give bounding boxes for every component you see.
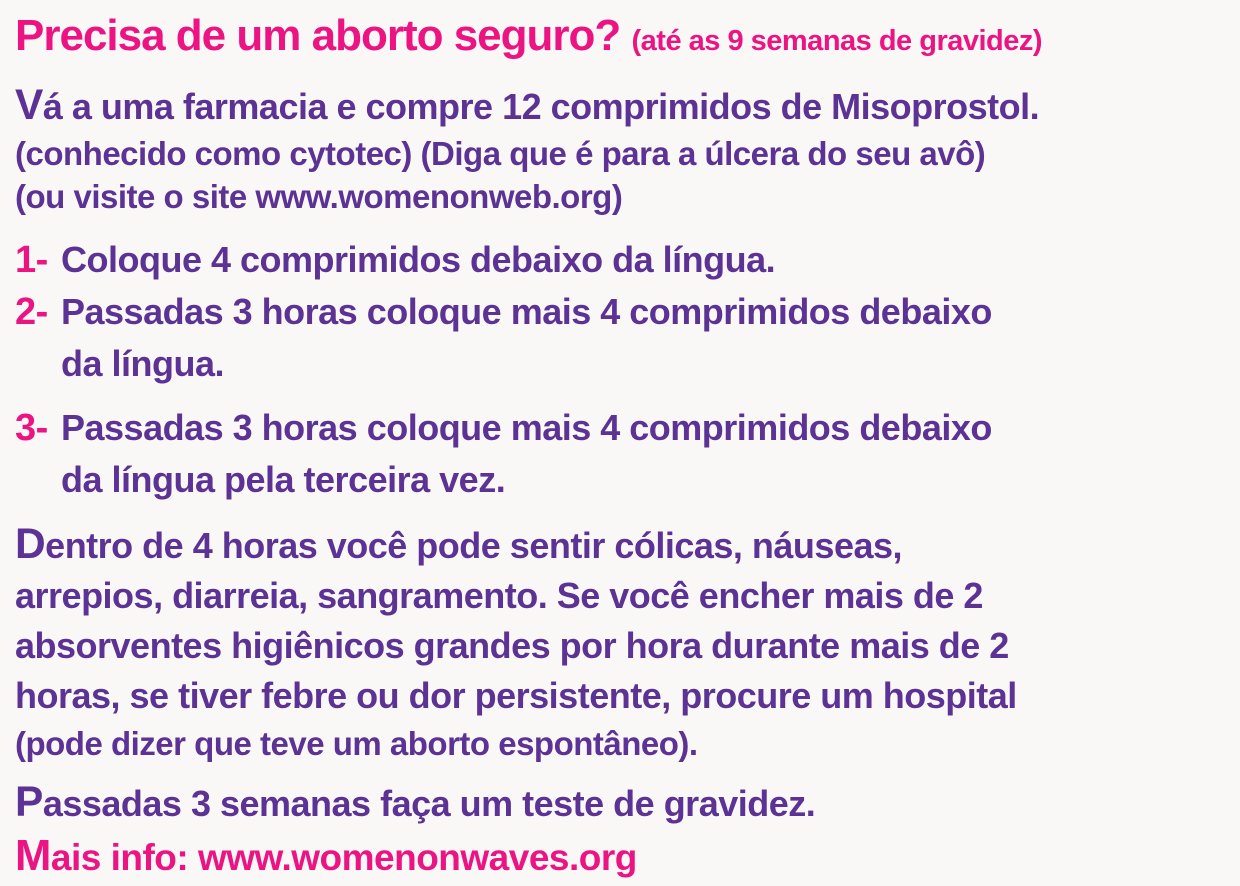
footer-initial-letter: M	[15, 831, 51, 880]
warning-line-1	[15, 520, 1232, 571]
footer-label: ais info:	[50, 837, 198, 878]
step-3-text	[61, 402, 1232, 506]
pregnancy-test-line	[15, 777, 1232, 830]
step-2-line-2: da língua.	[61, 343, 225, 384]
step-3	[15, 402, 1232, 506]
warning-initial-letter: D	[15, 521, 46, 568]
step-1-text	[61, 234, 1232, 286]
warning-line-1-text: entro de 4 horas você pode sentir cólicas, náuseas,	[45, 525, 903, 566]
more-info-line	[15, 830, 1232, 884]
title-question: Precisa de um aborto seguro?	[15, 11, 621, 60]
pharmacy-note-line-2: (ou visite o site www.womenonweb.org)	[15, 178, 623, 215]
test-text: assadas 3 semanas faça um teste de gravidez.	[42, 783, 816, 824]
intro-text: á a uma farmacia e compre 12 comprimidos de Misoprostol.	[42, 86, 1040, 127]
step-2	[15, 286, 1232, 390]
side-effects-warning	[15, 520, 1232, 767]
step-3-line-1: Passadas 3 horas coloque mais 4 comprimidos debaixo	[61, 407, 992, 448]
test-initial-letter: P	[15, 779, 43, 826]
step-3-line-2: da língua pela terceira vez.	[61, 459, 506, 500]
page-title	[15, 10, 1232, 67]
warning-note: (pode dizer que teve um aborto espontâneo).	[15, 725, 698, 762]
warning-line-3: absorventes higiênicos grandes por hora durante mais de 2	[15, 625, 1009, 666]
step-3-number: 3-	[15, 407, 48, 449]
intro-line	[15, 81, 1232, 132]
intro-initial-letter: V	[15, 82, 43, 129]
step-1-number: 1-	[15, 239, 48, 281]
instruction-steps	[15, 234, 1232, 506]
step-1	[15, 234, 1232, 286]
step-1-line-1: Coloque 4 comprimidos debaixo da língua.	[61, 239, 776, 280]
step-2-number: 2-	[15, 291, 48, 333]
step-2-text	[61, 286, 1232, 390]
pharmacy-note-line-1: (conhecido como cytotec) (Diga que é para a úlcera do seu avô)	[15, 135, 986, 172]
step-2-line-1: Passadas 3 horas coloque mais 4 comprimidos debaixo	[61, 291, 992, 332]
title-qualifier: (até as 9 semanas de gravidez)	[631, 25, 1043, 57]
womenonwaves-url: www.womenonwaves.org	[198, 837, 637, 878]
warning-line-2: arrepios, diarreia, sangramento. Se você encher mais de 2	[15, 575, 983, 616]
warning-line-4: horas, se tiver febre ou dor persistente, procure um hospital	[15, 675, 1017, 716]
